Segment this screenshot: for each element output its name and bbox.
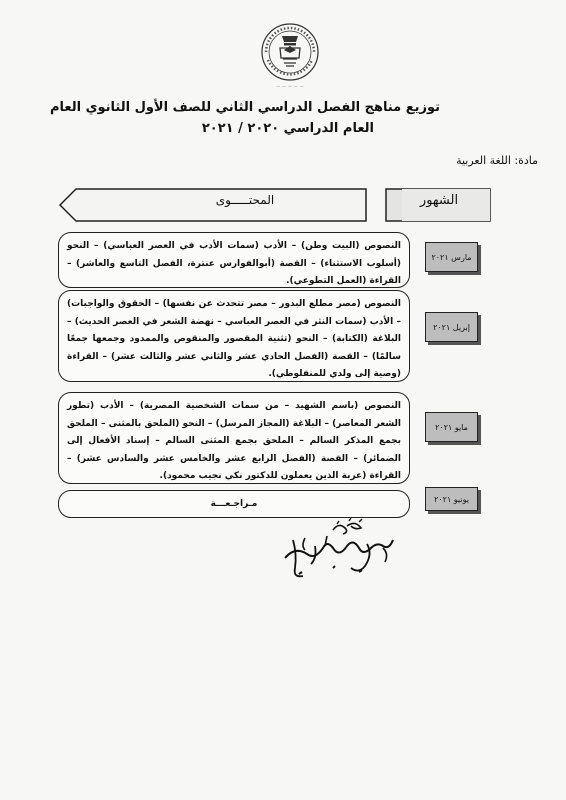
month-label: مارس ٢٠٢١ bbox=[431, 252, 472, 262]
content-row-april bbox=[58, 290, 410, 382]
month-badge-june bbox=[425, 487, 478, 511]
seal-caption: — — — — — bbox=[276, 84, 304, 89]
content-row-march bbox=[58, 232, 410, 288]
academic-year: العام الدراسي ٢٠٢٠ / ٢٠٢١ bbox=[201, 121, 374, 136]
month-label: يونيو ٢٠٢١ bbox=[434, 494, 469, 504]
month-label: إبريل ٢٠٢١ bbox=[433, 322, 470, 332]
row-content-text: النصوص (باسم الشهيد – من سمات الشخصية المصرية) – الأدب (تطور الشعر المعاصر) – البلاغة (المجاز المرسل) – النحو (الملحق بالمثنى – الملحق بجمع المذكر السالم – الملحق بجمع المثنى السالم – إسناد الأفعال إلى الضمائر) – القصة (الفصل الرابع عشر والخامس عشر والسادس عشر) – القراءة (عربة الذين يعملون للدكتور نكي نجيب محمود). bbox=[67, 401, 401, 481]
document-title: توزيع مناهج الفصل الدراسي الثاني للصف الأول الثانوي العام bbox=[49, 100, 440, 115]
handwritten-signature-icon bbox=[275, 518, 405, 588]
months-column-header: الشهور bbox=[419, 193, 459, 208]
month-badge-april bbox=[425, 312, 478, 342]
subject-label: مادة: اللغة العربية bbox=[456, 154, 538, 167]
row-content-text: مـراجـعـــة bbox=[210, 499, 258, 509]
row-content-text: النصوص (البيت وطن) – الأدب (سمات الأدب في العصر العباسي) – النحو (أسلوب الاستثناء) – القصة (أبوالفوارس عنترة، الفصل التاسع والعاشر) – القراءة (العمل التطوعي). bbox=[67, 241, 401, 286]
row-content-text: النصوص (مصر مطلع البدور – مصر تتحدث عن نفسها) – الحقوق والواجبات) – الأدب (سمات النثر في العصر العباسي – نهضة الشعر في العصر الحديث) – البلاغة (الكتابة) – النحو (تثنية المقصور والمنقوص والممدود وجمعها جمعًا سالمًا) – القصة (الفصل الحادي عشر والثاني عشر والثالث عشر) – القراءة (وصية إلى ولدي للمنفلوطي). bbox=[67, 299, 401, 379]
content-row-june bbox=[58, 490, 410, 518]
month-badge-may bbox=[425, 412, 478, 442]
month-badge-march bbox=[425, 242, 478, 272]
month-label: مايو ٢٠٢١ bbox=[435, 422, 468, 432]
ministry-of-education-seal-icon bbox=[260, 22, 320, 82]
content-column-header: المحتـــــوى bbox=[215, 193, 275, 207]
content-row-may bbox=[58, 392, 410, 484]
